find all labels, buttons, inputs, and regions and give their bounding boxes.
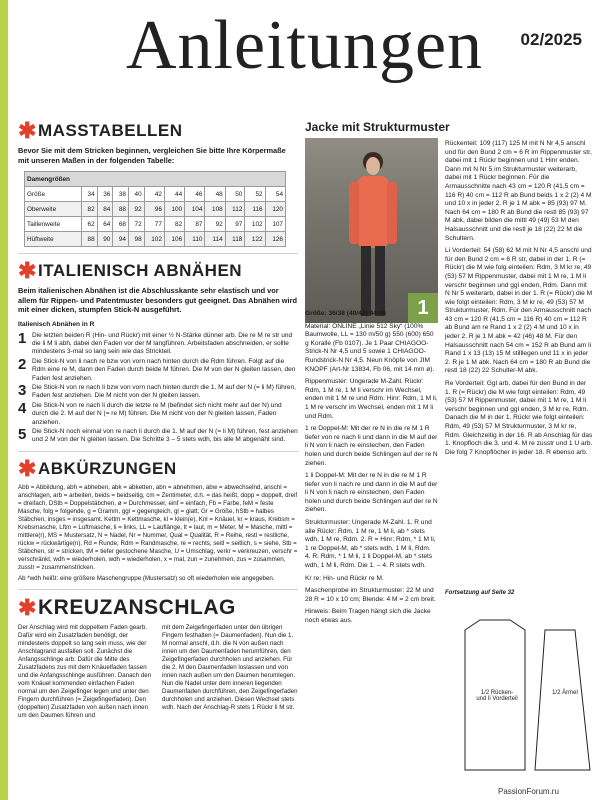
rueckenteil: Rückenteil: 109 (117) 125 M mit N Nr 4,5 anschl und für den Bund 2 cm = 6 R im Rippenmuster str, dabei mit 1 Rückr beginnen und 1 Hinr enden. Dann mit N Nr 5 im Strukturmuster weiterarb, dabei mit 1 Rückr beginnen. Für die Armausschnitte nach 43 cm = 120 R (41,5 cm = 116 R) 40 cm = 112 R ab Bund beids 1 x 2 (2) 4 M und 10 x in jeder 2. R je 1 M abk = 85 (93) 97 M. Nach 64 cm = 180 R ab Bund die restl 85 (93) 97 M abk, dabei bilden die mittl 49 (49) 53 M den Halsausschnitt und die restl je 18 (22) 22 M die Schultern. <box>445 140 592 242</box>
body-label: 1/2 Rücken- und li Vorderteil <box>476 690 518 702</box>
table-row: Größe 34 36 38 40 42 44 46 48 50 52 54 <box>25 187 286 202</box>
schnitt-diagram <box>305 590 595 790</box>
kraus-re: Kr re: Hin- und Rückr re M. <box>305 574 384 582</box>
masstabellen-lead: Bevor Sie mit dem Stricken beginnen, vergleichen Sie bitte Ihre Körpermaße mit unseren Maßen in der folgenden Tabelle: <box>18 146 286 165</box>
page-title: Anleitungen <box>126 7 484 84</box>
left-column <box>18 120 298 720</box>
step: 2 Die Stick-N von li nach re bzw von vorn nach hinten durch die Rdm führen. Folgt auf die Rdm eine re M, dann den Faden durch beide M führen. Die M von der N gleiten lassen, den Faden fest anziehen. <box>18 355 296 382</box>
kreuzanschlag-text: Der Anschlag wird mit doppeltem Faden gearb. Dafür wird ein Zusatzfaden benötigt, der mindestens doppelt so lang sein muss, wie der Anschlagrand ausfallen soll. Zunächst die Anfangsschlinge arb. Dafür die Mitte des Zusatzfadens zus mit dem Knäuelfaden fassen und die Anfangsschlinge ausführen. Danach den vom Knäuel kommenden einfachen Faden normal um den Zeigefinger legen und unter den Fingern durchführen (= Zeigefingerfaden). Den (doppelten) Zusatzfaden von außen nach innen um den Daumen führen und mit dem Zeigefingerfaden unter den übrigen Fingern festhalten (= Daumenfaden). Nun die 1. M normal anschl, d.h. die N von außen nach innen um den Daumenfaden herumführen, den Zeigefingerfaden durchholen und anziehen. Für die 2. M den Daumenfaden loslassen und von innen nach außen um den Daumen herumlegen. Nun die Nadel unter dem inneren liegenden Daumenfaden durchführen, den Zeigefingerfaden durchholen und anziehen. Diesen Wechsel stets wdh. Nach der Anschlag-R stets 1 Rückr li M str. <box>18 623 298 719</box>
sleeve-label: 1/2 Ärmel <box>552 690 578 696</box>
asterisk-icon: ✱ <box>18 594 37 620</box>
step: 1 Die letzten beiden R (Hin- und Rückr) mit einer ½ N-Stärke dünner arb. Die re M re str und die li M li abh, dabei den Faden vor der M langführen. Arbeitsfaden abschneiden, er sollte mindestens 3-mal so lang sein wie das Strickteil. <box>18 329 293 356</box>
issue-number: 02/2025 <box>520 30 582 49</box>
li-vorderteil: Li Vorderteil: 54 (58) 62 M mit N Nr 4,5 anschl und für den Bund 2 cm = 6 R str, dabei in der 1. R (= Rückr) die M wie folg einteilen: Rdm, 3 M kr re, 49 (53) 57 M Rippenmuster, dabei mit 1 M re, 1 M li verschr beginnen und ggl enden, Rdm. Dann mit N Nr 5 weiterarb, dabei in der 1. R (= Rückr) die M wie folgt einteilen: Rdm, 3 M kr re, 49 (53) 57 M Strukturmuster, Rdm. Für den Armausschnitt nach 43 cm = 120 R (41,5 cm = 116 R) 40 cm = 112 R ab Bund am re Rand 1 x 2 (2) 4 M und 10 x in jeder 2. R je 1 M abk = 42 (46) 48 M. Für den Halsausschnitt nach 54 cm = 152 R ab Bund am li Rand 1 x 13 (13) 15 M stilllegen und 11 x in jeder 2. R je 1 M abk. Nach 64 cm = 180 R ab Bund die restl 18 (22) 22 Schulter-M abk. <box>445 247 593 375</box>
doppel-re: 1 re Doppel-M: Mit der re N in die re M 1 R tiefer von re nach li und dann in die M auf der li N von li nach re einstechen, den Faden holen und durch beide Schlingen auf der re N ziehen. <box>305 425 438 467</box>
italienisch-lead: Beim italienischen Abnähen ist die Abschlusskante sehr elastisch und vor allem für Rippen- und Patentmuster besonders gut geeignet. Das Abnähen wird mit einer dicken, stumpfen Stick-N ausgeführt. <box>18 286 297 315</box>
masthead <box>8 0 600 108</box>
divider <box>18 589 298 590</box>
site-watermark: PassionForum.ru <box>498 787 559 796</box>
divider <box>18 451 298 452</box>
step: 3 Die Stick-N von re nach li bzw von vorn nach hinten durch die 1. M auf der N (= li M) führen, Faden fest anziehen. Die M nicht von der N gleiten lassen. <box>18 382 296 400</box>
step: 4 Die Stick-N von re nach li durch die letzte re M (befindet sich nicht mehr auf der N) und durch die 2. M auf der N (= re M) führen. Die M nicht von der N gleiten lassen, Faden anziehen. <box>18 399 282 426</box>
size-table <box>24 171 286 247</box>
divider <box>18 253 298 254</box>
jacket-material: Material: ONLINE „Linie 512 Sky“ (100% Baumwolle, LL = 130 m/50 g) 550 (600) 650 g Koralle (Fb 0107). Je 1 Paar CHIAGOO-Strick-N Nr 4,5 und 5 sowie 1 CHIAGOO-Rundstrick-N Nr 4,5. Neun Knöpfe von JIM KNOPF (Art-Nr 13834, Fb 06, mit 14 mm ø). <box>305 322 435 373</box>
section-title: KREUZANSCHLAG <box>38 595 236 619</box>
asterisk-icon: ✱ <box>18 455 37 481</box>
section-title: ABKÜRZUNGEN <box>38 458 177 478</box>
hinweis: Hinweis: Beim Tragen hängt sich die Jacke noch etwas aus. <box>305 608 431 624</box>
jacket-size: Größe: 36/38 (40/42) 44/46 <box>305 310 387 317</box>
fortsetzung: Fortsetzung auf Seite 32 <box>445 590 515 596</box>
asterisk-icon: ✱ <box>18 118 37 143</box>
middle-column <box>305 310 438 630</box>
table-row: Taillenweite 62 64 68 72 77 82 87 92 97 102 107 <box>25 217 286 232</box>
maschenprobe: Maschenprobe im Strukturmuster: 22 M und 28 R = 10 x 10 cm; Blende: 4 M = 2 cm breit. <box>305 587 436 603</box>
rippenmuster: Rippenmuster: Ungerade M-Zahl. Rückr: Rdm, 1 M re, 1 M li verschr im Wechsel, enden mit 1 M re und Rdm. Hinr: Rdm, 1 M li, 1 M re verschr im Wechsel, enden mit 1 M li und Rdm. <box>305 378 438 420</box>
table-row: Oberweite 82 84 88 92 96 100 104 108 112 116 120 <box>25 202 286 217</box>
section-masstabellen <box>18 120 298 142</box>
section-title: MASSTABELLEN <box>38 121 183 140</box>
jacket-title: Jacke mit Strukturmuster <box>305 120 450 134</box>
jacket-photo <box>305 138 438 323</box>
section-kreuzanschlag <box>18 596 298 620</box>
model-image <box>343 148 403 323</box>
photo-number: 1 <box>408 293 438 323</box>
abkuerzungen-text: Abb = Abbildung, abh = abheben, abk = abketten, abn = abnehmen, abw = abwechselnd, anschl = anschlagen, arb = arbeiten, beids = beidseitig, cm = Zentimeter, d.h. = das heißt, dopp = doppelt, dreif = dreifach, DStb = Doppelstäbchen, ø = Durchmesser, einf = einfach, Fb = Farbe, feM = feste Masche, folg = folgende, g = Gramm, ggl = gegengleich, gl = glatt, Gr = Größe, hStb = halbes Stäbchen, insges = insgesamt, Kettm = Kettmasche, kl = klein(e), Knl = Knäuel, kr = kraus, Krebsm = Krebsmasche, Lftm = Luftmasche, li = links, LL = Lauflänge, lt = laut, m = Meter, M = Masche, mittl = mittlere(r), MS = Mustersatz, N = Nadel, Nr = Nummer, Qual = Qualität, R = Reihe, restl = restliche, rückw = rückwärtige(n), Rd = Runde, Rdm = Randmasche, re = rechts, seitl = seitlich, s = siehe, Stb = Stäbchen, str = stricken, tM = tiefer gestochene Masche, U = Umschlag, verkr = verkreuzen, verschr = verschränkt, wdh = wiederholen, wdh = wiederholen, x = mal, zun = zunehmen, zus = zusammen, zusstr = zusammenstricken. <box>18 483 298 571</box>
section-italienisch <box>18 260 298 282</box>
side-color-strip <box>0 0 8 800</box>
abkuerzungen-note: Ab *wdh heißt: eine größere Maschengruppe (Mustersatz) so oft wiederholen wie angegeben. <box>18 574 275 582</box>
italienisch-subhead: Italienisch Abnähen in R <box>18 320 95 328</box>
re-vorderteil: Re Vorderteil: Ggl arb, dabei für den Bund in der 1. R (= Rückr) die M wie folgt einteilen: Rdm, 49 (53) 57 M Rippenmuster, dabei mit 1 M re, 1 M li verschr beginnen und ggl enden, 3 M kr re, Rdm. Danach die M in der 1. Rückr wie folgt einteilen: Rdm, 49 (53) 57 M Strukturmuster, 3 M kr re, Rdm. Gleichzeitig in der 16. R ab Anschlag für das 1. Knopfloch die 3. und 4. M re zusstr und 1 U arb. Die folg 7 Knopflöcher in jeder 18. R ebenso arb. <box>445 380 593 456</box>
table-row: Hüftweite 88 90 94 98 102 106 110 114 118 122 126 <box>25 232 286 247</box>
section-abkuerzungen <box>18 455 298 481</box>
step: 5 Die Stick-N noch einmal von re nach li durch die 1. M auf der N (= li M) führen, fest anziehen und 2 M von der N gleiten lassen. Die Schritte 3 – 5 stets wdh, bis alle M abgenäht sind. <box>18 426 298 444</box>
section-title: ITALIENISCH ABNÄHEN <box>38 261 243 281</box>
doppel-li: 1 li Doppel-M: Mit der re N in die re M 1 R tiefer von li nach re und dann in die M auf der li N von li nach re einstechen, den Faden holen und durch beide Schlingen auf der re N ziehen. <box>305 472 438 514</box>
right-column <box>445 140 593 461</box>
strukturmuster: Strukturmuster: Ungerade M-Zahl. 1. R und alle Rückr: Rdm, 1 M re, 1 M li, ab * stets wdh, 1 M re, Rdm. 2. R = Hinr: Rdm, * 1 M li, 1 re Doppel-M, ab * stets wdh, 1 M li, Rdm. 4. R: Rdm, * 1 M li, 1 li Doppel-M, ab * stets wdh, 1 M li, Rdm. Die 1. – 4. R stets wdh. <box>305 519 436 570</box>
table-header: Damengrößen <box>25 172 286 187</box>
asterisk-icon: ✱ <box>18 258 37 284</box>
